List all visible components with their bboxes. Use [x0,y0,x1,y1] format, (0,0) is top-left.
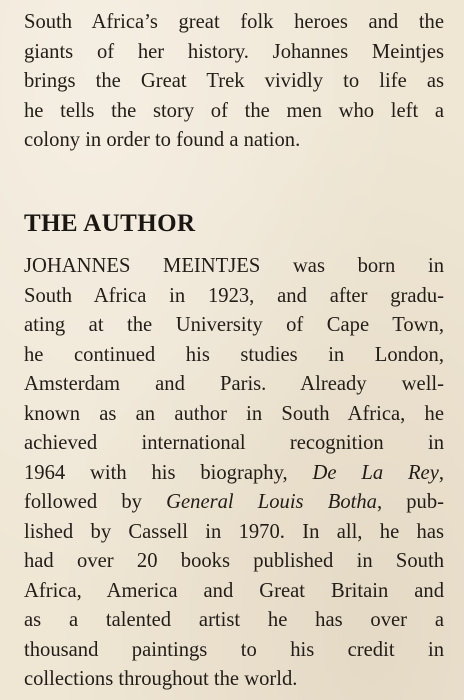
intro-line: South Africa’s great folk heroes and the [24,11,444,33]
bio-line: achieved international recognition in [24,432,444,454]
intro-line: brings the Great Trek vividly to life as [24,70,444,92]
book-title-general-louis-botha: General Louis Botha [166,491,377,513]
section-heading: THE AUTHOR [24,210,196,237]
bio-text: , [438,461,444,484]
bio-line: had over 20 books published in South [24,550,444,572]
intro-paragraph [24,8,444,156]
bio-text: , pub- [376,491,444,513]
bio-text: followed by [24,491,167,513]
bio-line: Africa, America and Great Britain and [24,579,444,602]
bio-line: ating at the University of Cape Town, [24,314,444,336]
intro-line: colony in order to found a nation. [24,129,301,151]
bio-line: lished by Cassell in 1970. In all, he has [24,520,444,543]
bio-line: JOHANNES MEINTJES was born in [24,255,444,277]
bio-line: South Africa in 1923, and after gradu- [24,284,444,307]
book-title-de-la-rey: De La Rey [312,461,439,484]
bio-line-botha [24,488,444,518]
bio-line: as a talented artist he has over a [24,609,444,631]
bio-line: known as an author in South Africa, he [24,402,444,425]
bio-line: collections throughout the world. [24,668,298,690]
author-biography-paragraph [24,252,444,695]
bio-line: he continued his studies in London, [24,343,444,366]
bio-text: 1964 with his biography, [24,461,313,484]
bio-line: Amsterdam and Paris. Already well- [24,373,444,395]
intro-line: he tells the story of the men who left a [24,99,444,122]
intro-line: giants of her history. Johannes Meintjes [24,40,444,63]
bio-line: thousand paintings to his credit in [24,638,444,661]
bio-line-biography [24,459,444,489]
